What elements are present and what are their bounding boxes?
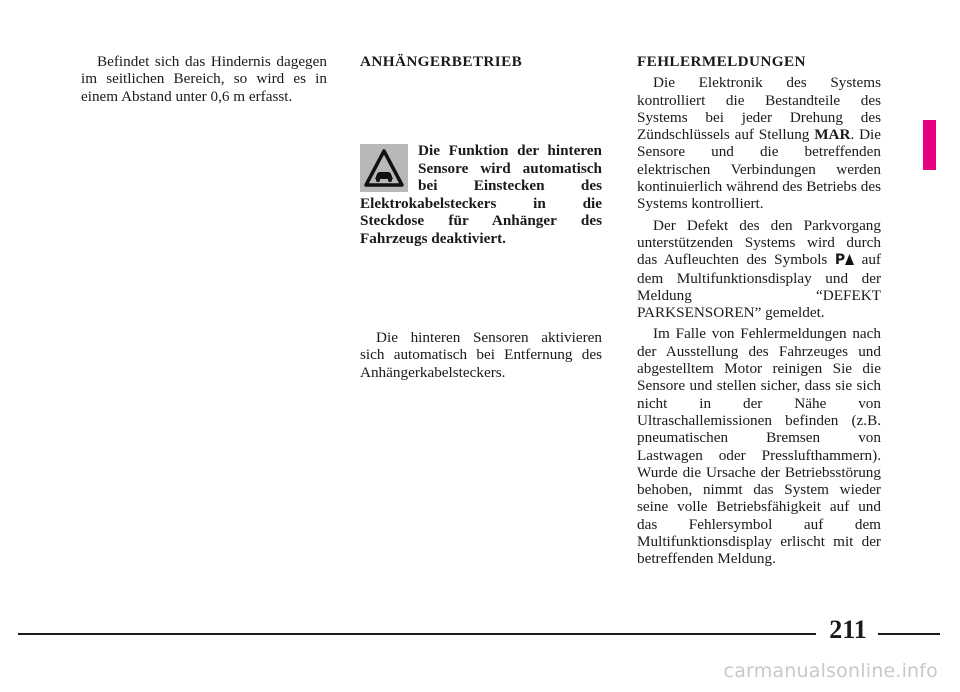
footer-rule-left — [18, 633, 816, 635]
paragraph-troubleshooting: Im Falle von Fehlermeldungen nach der Ausstellung des Fahrzeuges und abgestelltem Motor reinigen Sie die Sensore und stellen sicher, dass sie sich nicht in der Nähe von Ultraschallemissionen befinden (z.B. pneumatischen Bremsen von Lastwagen oder Presslufthammern). Wurde die Ursache der Betriebsstörung behoben, nimmt das System wieder seine volle Betriebsfähigkeit auf und das Fehlersymbol auf dem Multifunktionsdisplay erlischt mit der betreffenden Meldung. — [637, 325, 881, 568]
paragraph-sensor-reactivation: Die hinteren Sensoren aktivieren sich automatisch bei Entfernung des Anhängerkabelsteckers. — [360, 329, 602, 381]
heading-trailer-mode: ANHÄNGERBETRIEB — [360, 53, 523, 70]
heading-error-messages: FEHLERMELDUNGEN — [637, 53, 806, 70]
paragraph-defect-signal: Der Defekt des den Parkvorgang unterstützenden Systems wird durch das Aufleuchten des Symbols P auf dem Multifunktionsdisplay und der Meldung “DEFEKT PARKSENSOREN” gemeldet. — [637, 216, 881, 322]
chapter-tab-marker — [923, 120, 936, 170]
footer-rule-right — [878, 633, 940, 635]
column-middle — [360, 53, 602, 70]
page-number: 211 — [829, 615, 867, 644]
key-position-mar: MAR — [814, 126, 851, 144]
parking-sensor-fault-icon: P — [835, 252, 854, 268]
warning-triangle-car-icon — [360, 144, 408, 192]
column-middle-lower — [360, 329, 602, 381]
paragraph-system-check: Die Elektronik des Systems kontrolliert die Bestandteile des Systems bei jeder Drehung des Zündschlüssels auf Stellung MAR. Die Sensore und die betreffenden elektrischen Verbindungen werden kontinuierlich während des Betriebs des Systems kontrolliert. — [637, 74, 881, 213]
warning-box — [360, 142, 602, 248]
warning-text: Die Funktion der hinteren Sensore wird automatisch bei Einstecken des Elektrokabelsteckers in die Steckdose für Anhänger des Fahrzeugs deaktiviert. — [360, 142, 602, 247]
watermark: carmanualsonline.info — [723, 660, 938, 682]
paragraph-lateral-detection: Befindet sich das Hindernis dagegen im seitlichen Bereich, so wird es in einem Abstand unter 0,6 m erfasst. — [81, 53, 327, 105]
column-left — [81, 53, 327, 105]
column-right — [637, 53, 881, 568]
